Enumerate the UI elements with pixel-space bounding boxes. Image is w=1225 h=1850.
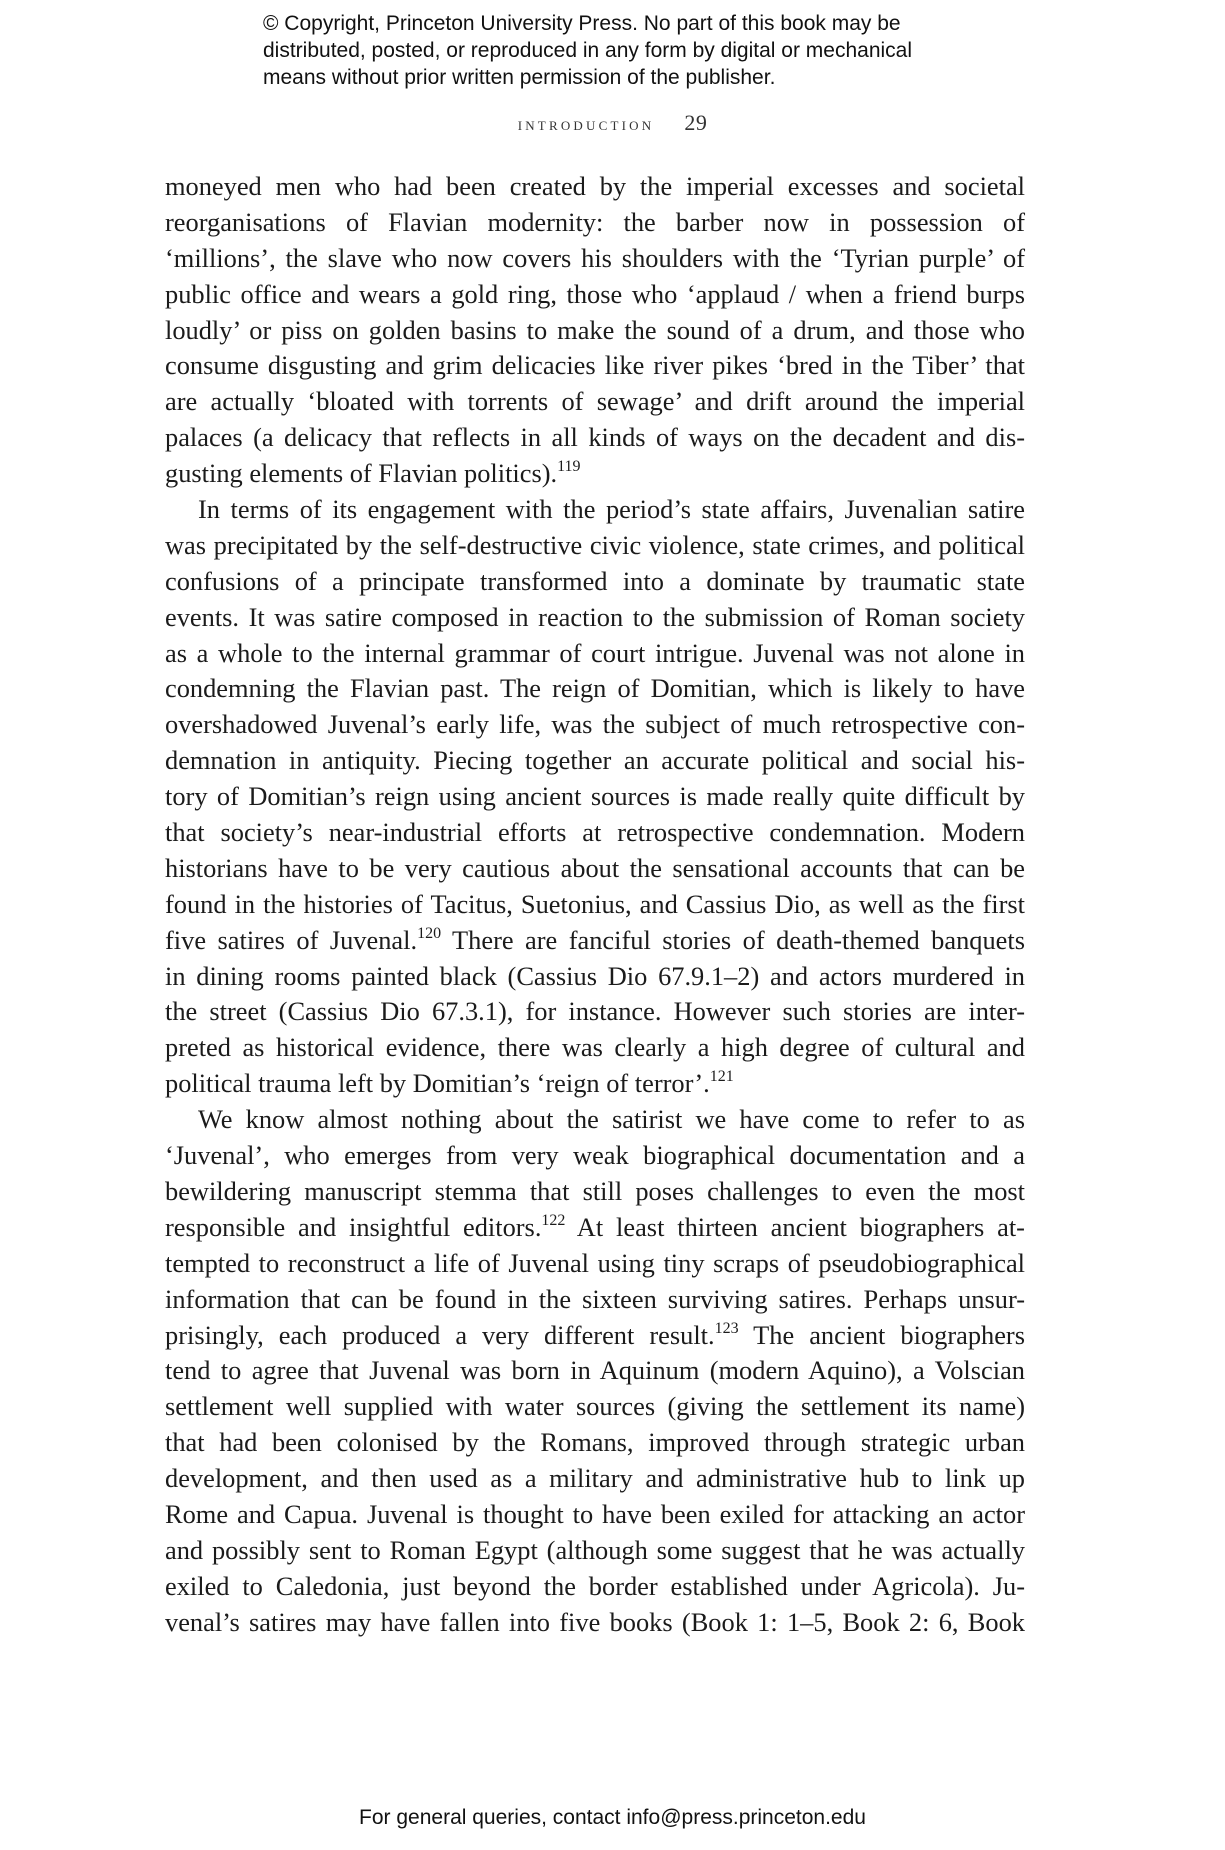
paragraph-1	[165, 169, 1025, 492]
text-line	[165, 1066, 1025, 1102]
text-line: condemning the Flavian past. The reign of Domitian, which is likely to have	[165, 673, 1025, 704]
text-line: public office and wears a gold ring, those who ‘applaud / when a friend burps	[165, 278, 1025, 309]
text-line: development, and then used as a military and administrative hub to link up	[165, 1463, 1025, 1494]
text-line: confusions of a principate transformed into a dominate by traumatic state	[165, 565, 1025, 596]
text-line: ‘millions’, the slave who now covers his shoulders with the ‘Tyrian purple’ of	[165, 242, 1025, 273]
text-line: bewildering manuscript stemma that still poses challenges to even the most	[165, 1175, 1025, 1206]
text-line: reorganisations of Flavian modernity: the barber now in possession of	[165, 206, 1025, 237]
text-line: in dining rooms painted black (Cassius Dio 67.9.1–2) and actors murdered in	[165, 960, 1025, 991]
text-line: demnation in antiquity. Piecing together an accurate political and social his-	[165, 745, 1025, 776]
text-segment: prisingly, each produced a very different result.	[165, 1319, 715, 1350]
running-head	[0, 110, 1225, 136]
text-line: was precipitated by the self-destructive civic violence, state crimes, and political	[165, 529, 1025, 560]
text-segment: political trauma left by Domitian’s ‘reign of terror’.	[165, 1068, 710, 1099]
text-segment: The ancient biographers	[738, 1319, 1025, 1350]
text-line: tory of Domitian’s reign using ancient sources is made really quite difficult by	[165, 781, 1025, 812]
text-line: loudly’ or piss on golden basins to make the sound of a drum, and those who	[165, 314, 1025, 345]
text-line: preted as historical evidence, there was clearly a high degree of cultural and	[165, 1032, 1025, 1063]
text-line: information that can be found in the sixteen surviving satires. Perhaps unsur-	[165, 1283, 1025, 1314]
text-line: the street (Cassius Dio 67.3.1), for instance. However such stories are inter-	[165, 996, 1025, 1027]
text-segment: At least thirteen ancient biographers at-	[565, 1211, 1025, 1242]
text-line: tend to agree that Juvenal was born in Aquinum (modern Aquino), a Volscian	[165, 1355, 1025, 1386]
text-line: consume disgusting and grim delicacies like river pikes ‘bred in the Tiber’ that	[165, 350, 1025, 381]
text-segment: five satires of Juvenal.	[165, 924, 418, 955]
text-line: historians have to be very cautious about the sensational accounts that can be	[165, 852, 1025, 883]
text-line	[165, 1210, 1025, 1246]
text-line: overshadowed Juvenal’s early life, was the subject of much retrospective con-	[165, 709, 1025, 740]
text-line: In terms of its engagement with the period’s state affairs, Juvenalian satire	[198, 494, 1025, 525]
text-line: venal’s satires may have fallen into five books (Book 1: 1–5, Book 2: 6, Book	[165, 1606, 1025, 1637]
text-line: events. It was satire composed in reaction to the submission of Roman society	[165, 601, 1025, 632]
text-line	[165, 1318, 1025, 1354]
text-segment: gusting elements of Flavian politics).	[165, 458, 558, 489]
footnote-ref: 121	[709, 1068, 734, 1086]
text-line: are actually ‘bloated with torrents of sewage’ and drift around the imperial	[165, 386, 1025, 417]
text-line: We know almost nothing about the satirist we have come to refer to as	[198, 1104, 1025, 1135]
copyright-line: distributed, posted, or reproduced in any form by digital or mechanical	[263, 39, 913, 62]
text-line: settlement well supplied with water sources (giving the settlement its name)	[165, 1391, 1025, 1422]
text-line: found in the histories of Tacitus, Suetonius, and Cassius Dio, as well as the first	[165, 888, 1025, 919]
text-line: as a whole to the internal grammar of court intrigue. Juvenal was not alone in	[165, 637, 1025, 668]
page-number: 29	[684, 110, 708, 135]
text-segment: There are fanciful stories of death-themed banquets	[441, 924, 1025, 955]
footnote-ref: 122	[541, 1211, 566, 1229]
text-line	[165, 456, 1025, 492]
copyright-notice	[263, 10, 1023, 91]
paragraph-3	[165, 1102, 1025, 1640]
running-head-title: introduction	[517, 114, 655, 135]
copyright-line: means without prior written permission of the publisher.	[263, 66, 776, 89]
text-line: exiled to Caledonia, just beyond the border established under Agricola). Ju-	[165, 1570, 1025, 1601]
copyright-line: © Copyright, Princeton University Press. No part of this book may be	[263, 12, 901, 35]
footnote-ref: 123	[714, 1319, 739, 1337]
paragraph-2	[165, 492, 1025, 1102]
text-line: and possibly sent to Roman Egypt (although some suggest that he was actually	[165, 1534, 1025, 1565]
text-line: that had been colonised by the Romans, improved through strategic urban	[165, 1427, 1025, 1458]
text-line	[165, 923, 1025, 959]
text-segment: responsible and insightful editors.	[165, 1211, 542, 1242]
text-line: Rome and Capua. Juvenal is thought to have been exiled for attacking an actor	[165, 1498, 1025, 1529]
text-line: ‘Juvenal’, who emerges from very weak biographical documentation and a	[165, 1140, 1025, 1171]
text-line: palaces (a delicacy that reflects in all kinds of ways on the decadent and dis-	[165, 422, 1025, 453]
text-line: moneyed men who had been created by the imperial excesses and societal	[165, 171, 1025, 201]
body-text	[165, 169, 1025, 1641]
text-line: tempted to reconstruct a life of Juvenal using tiny scraps of pseudobiographical	[165, 1247, 1025, 1278]
footnote-ref: 120	[417, 924, 442, 942]
footnote-ref: 119	[557, 458, 581, 476]
contact-footer: For general queries, contact info@press.princeton.edu	[359, 1806, 866, 1829]
text-line: that society’s near-industrial efforts at retrospective condemnation. Modern	[165, 817, 1025, 848]
